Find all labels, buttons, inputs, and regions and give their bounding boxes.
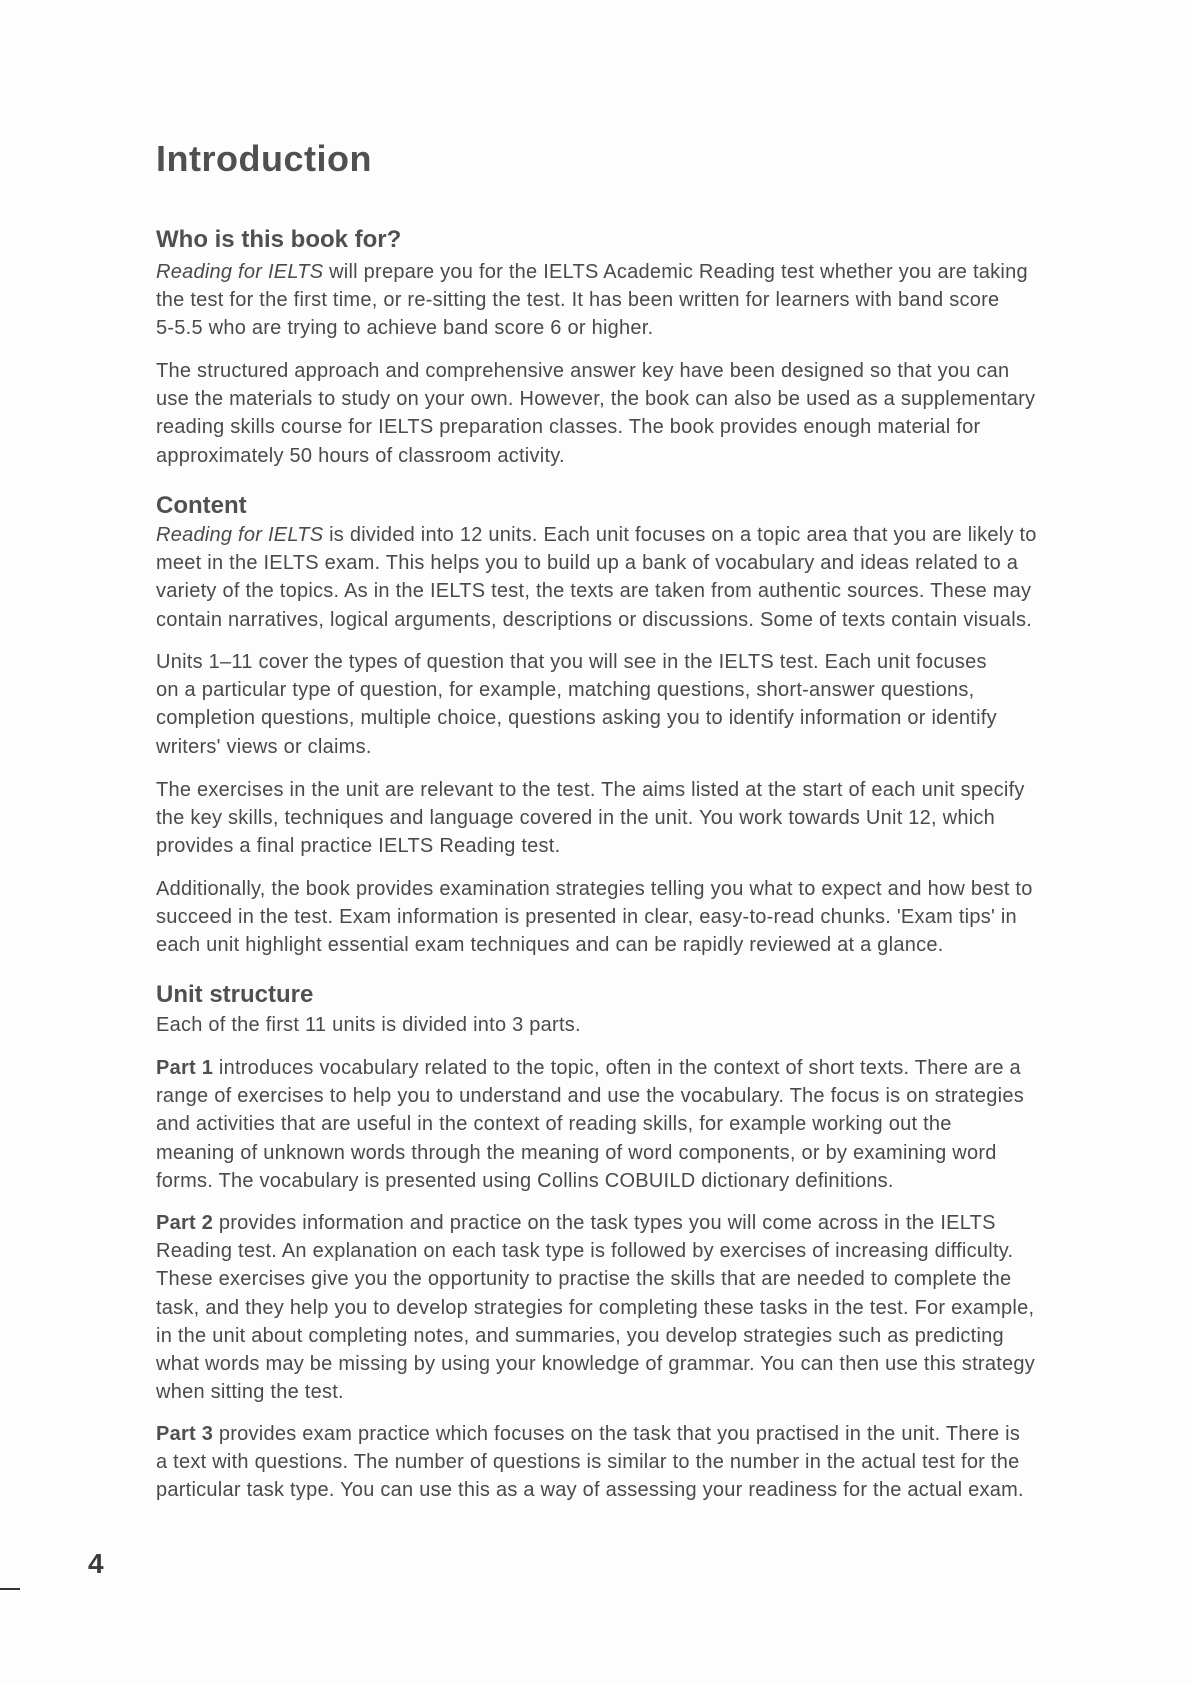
part-label: Part 1 [156, 1057, 214, 1079]
text-line [156, 577, 1037, 605]
line-text: contain narratives, logical arguments, descriptions or discussions. Some of texts contain visuals. [156, 608, 1033, 631]
text-line [156, 1167, 1024, 1195]
text-line [156, 521, 1037, 549]
page-number: 4 [88, 1548, 104, 1579]
text-line [156, 1237, 1035, 1265]
line-text: provides exam practice which focuses on the task that you practised in the unit. There is [213, 1423, 1021, 1445]
line-text: each unit highlight essential exam techniques and can be rapidly reviewed at a glance. [156, 934, 944, 957]
text-line [156, 258, 1028, 286]
paragraph-part1 [156, 1054, 1024, 1195]
text-line [156, 733, 997, 761]
text-line [156, 804, 1025, 832]
text-line [156, 676, 997, 704]
line-text: succeed in the test. Exam information is presented in clear, easy-to-read chunks. 'Exam tips' in [156, 906, 1017, 929]
line-text: The exercises in the unit are relevant to the test. The aims listed at the start of each unit specify [156, 779, 1025, 801]
line-text: 5-5.5 who are trying to achieve band score 6 or higher. [156, 317, 654, 340]
line-text: The structured approach and comprehensive answer key have been designed so that you can [156, 360, 1010, 382]
text-line [156, 606, 1037, 634]
line-text: These exercises give you the opportunity to practise the skills that are needed to complete the [156, 1268, 1012, 1291]
text-line [156, 1265, 1035, 1293]
text-line [156, 1476, 1024, 1504]
line-text: a text with questions. The number of questions is similar to the number in the actual test for the [156, 1451, 1020, 1474]
line-text: range of exercises to help you to understand and use the vocabulary. The focus is on strategies [156, 1085, 1024, 1108]
line-text: Reading test. An explanation on each task type is followed by exercises of increasing difficulty. [156, 1240, 1014, 1263]
text-line [156, 776, 1025, 804]
text-line [156, 385, 1035, 413]
text-line [156, 832, 1025, 860]
text-line [156, 1139, 1024, 1167]
text-line [156, 442, 1035, 470]
book-title: Reading for IELTS [156, 524, 324, 546]
text-line [156, 357, 1035, 385]
line-text: meet in the IELTS exam. This helps you to build up a bank of vocabulary and ideas related to a [156, 552, 1019, 575]
paragraph [156, 357, 1035, 470]
text-line [156, 1448, 1024, 1476]
line-text: writers' views or claims. [156, 735, 372, 758]
line-text: the key skills, techniques and language covered in the unit. You work towards Unit 12, which [156, 807, 996, 830]
text-line [156, 286, 1028, 314]
paragraph-part2 [156, 1209, 1035, 1406]
text-line [156, 1011, 581, 1039]
text-line [156, 1350, 1035, 1378]
line-text: in the unit about completing notes, and summaries, you develop strategies such as predicting [156, 1324, 1004, 1347]
text-line [156, 1209, 1035, 1237]
margin-rule [0, 1588, 20, 1590]
line-text: introduces vocabulary related to the topic, often in the context of short texts. There are a [213, 1057, 1021, 1079]
line-text: will prepare you for the IELTS Academic Reading test whether you are taking [323, 261, 1028, 283]
heading-unit-structure: Unit structure [156, 981, 314, 1008]
paragraph [156, 258, 1028, 343]
text-line [156, 1054, 1024, 1082]
line-text: Additionally, the book provides examination strategies telling you what to expect and how best to [156, 878, 1033, 900]
text-line [156, 903, 1033, 931]
line-text: meaning of unknown words through the meaning of word components, or by examining word [156, 1141, 997, 1164]
paragraph [156, 776, 1025, 861]
line-text: provides information and practice on the task types you will come across in the IELTS [213, 1212, 996, 1234]
book-title: Reading for IELTS [156, 261, 324, 283]
text-line [156, 1378, 1035, 1406]
line-text: on a particular type of question, for example, matching questions, short-answer questions, [156, 679, 975, 702]
paragraph [156, 875, 1033, 960]
text-line [156, 648, 997, 676]
heading-content: Content [156, 492, 247, 519]
text-line [156, 1082, 1024, 1110]
part-label: Part 3 [156, 1423, 214, 1445]
text-line [156, 314, 1028, 342]
line-text: use the materials to study on your own. However, the book can also be used as a supplementary [156, 388, 1036, 411]
line-text: Units 1–11 cover the types of question that you will see in the IELTS test. Each unit focuses [156, 651, 987, 673]
line-text: variety of the topics. As in the IELTS test, the texts are taken from authentic sources. These may [156, 580, 1032, 603]
heading-who: Who is this book for? [156, 226, 402, 253]
line-text: approximately 50 hours of classroom activity. [156, 444, 565, 467]
line-text: reading skills course for IELTS preparation classes. The book provides enough material for [156, 416, 981, 439]
text-line [156, 549, 1037, 577]
text-line [156, 413, 1035, 441]
text-line [156, 931, 1033, 959]
line-text: completion questions, multiple choice, questions asking you to identify information or identify [156, 707, 997, 730]
line-text: forms. The vocabulary is presented using Collins COBUILD dictionary definitions. [156, 1169, 894, 1192]
text-line [156, 1420, 1024, 1448]
line-text: provides a final practice IELTS Reading test. [156, 835, 561, 858]
text-line [156, 875, 1033, 903]
page-title: Introduction [156, 138, 372, 179]
line-text: task, and they help you to develop strategies for completing these tasks in the test. For example, [156, 1296, 1035, 1319]
text-line [156, 1110, 1024, 1138]
text-line [156, 1294, 1035, 1322]
line-text: and activities that are useful in the context of reading skills, for example working out the [156, 1113, 952, 1136]
paragraph-part3 [156, 1420, 1024, 1505]
line-text: is divided into 12 units. Each unit focuses on a topic area that you are likely to [323, 524, 1037, 546]
text-line [156, 1322, 1035, 1350]
line-text: Each of the first 11 units is divided into 3 parts. [156, 1014, 581, 1036]
line-text: particular task type. You can use this as a way of assessing your readiness for the actual exam. [156, 1479, 1024, 1502]
line-text: the test for the first time, or re-sitting the test. It has been written for learners with band score [156, 289, 1000, 312]
text-line [156, 704, 997, 732]
paragraph [156, 648, 997, 761]
part-label: Part 2 [156, 1212, 214, 1234]
line-text: when sitting the test. [156, 1381, 344, 1404]
line-text: what words may be missing by using your knowledge of grammar. You can then use this strategy [156, 1353, 1036, 1376]
paragraph [156, 521, 1037, 634]
paragraph [156, 1011, 581, 1039]
